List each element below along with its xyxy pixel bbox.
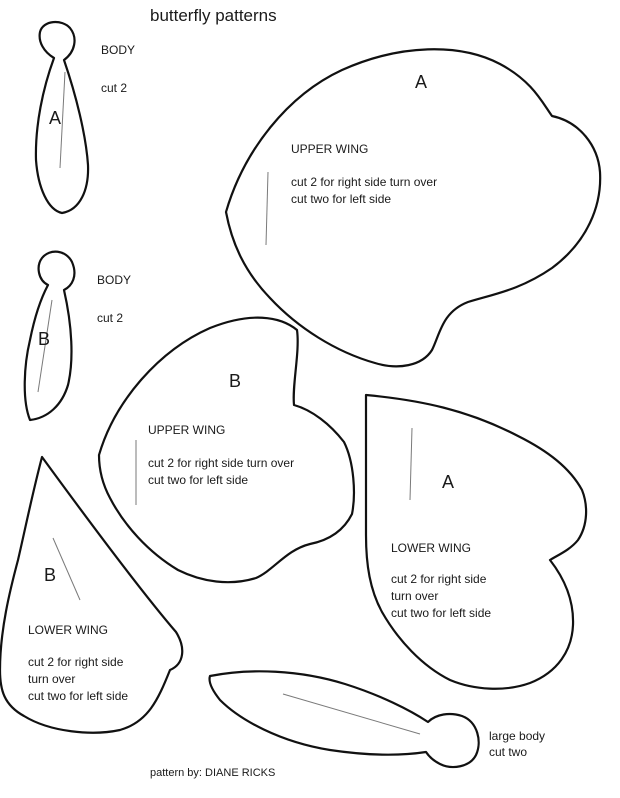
large-body-cut: cut two — [489, 745, 528, 759]
large-body-label: large body — [489, 729, 546, 743]
upper-wing-b-letter: B — [229, 371, 242, 391]
body-b-letter: B — [38, 329, 51, 349]
lower-wing-a-instructions-2: turn over — [391, 589, 439, 603]
upper-wing-a-outline — [226, 49, 600, 366]
lower-wing-b-instructions-1: cut 2 for right side — [28, 655, 124, 669]
lower-wing-a-instructions-3: cut two for left side — [391, 606, 492, 620]
upper-wing-a-letter: A — [415, 72, 428, 92]
lower-wing-b-letter: B — [44, 565, 57, 585]
body-a-outline — [36, 22, 88, 213]
lower-wing-a-label: LOWER WING — [391, 541, 471, 555]
upper-wing-a-label: UPPER WING — [291, 142, 369, 156]
upper-wing-b-outline — [99, 318, 354, 583]
body-a-label: BODY — [101, 43, 136, 57]
body-b-cut: cut 2 — [97, 311, 124, 325]
body-a-letter: A — [49, 108, 62, 128]
upper-wing-b-instructions-1: cut 2 for right side turn over — [148, 456, 295, 470]
lower-wing-a-instructions-1: cut 2 for right side — [391, 572, 487, 586]
pattern-credit: pattern by: DIANE RICKS — [150, 767, 276, 779]
large-body-grainline — [283, 694, 420, 734]
upper-wing-b-label: UPPER WING — [148, 423, 226, 437]
lower-wing-a-grainline — [410, 428, 412, 500]
lower-wing-a-letter: A — [442, 472, 455, 492]
lower-wing-b-instructions-3: cut two for left side — [28, 689, 129, 703]
upper-wing-a-instructions-1: cut 2 for right side turn over — [291, 175, 438, 189]
lower-wing-b-instructions-2: turn over — [28, 672, 76, 686]
upper-wing-b-instructions-2: cut two for left side — [148, 473, 249, 487]
body-b-label: BODY — [97, 273, 132, 287]
upper-wing-a-grainline — [266, 172, 268, 245]
large-body-outline — [209, 671, 478, 767]
lower-wing-b-label: LOWER WING — [28, 623, 108, 637]
lower-wing-b-grainline — [53, 538, 80, 600]
page-title: butterfly patterns — [150, 6, 277, 25]
body-a-cut: cut 2 — [101, 81, 128, 95]
upper-wing-a-instructions-2: cut two for left side — [291, 192, 392, 206]
